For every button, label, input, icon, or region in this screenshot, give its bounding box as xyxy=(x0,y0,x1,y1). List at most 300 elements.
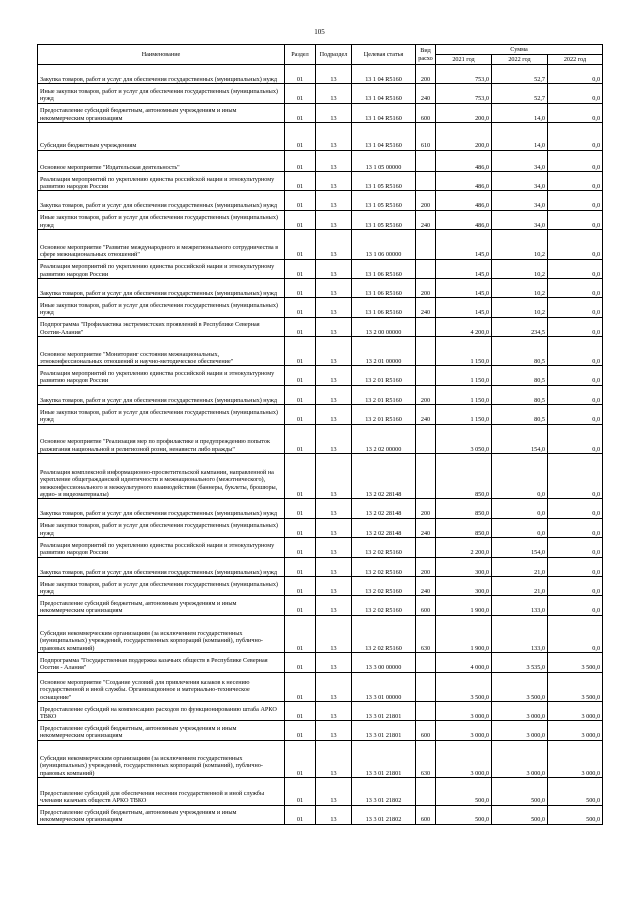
row-sum-year-1: 200,0 xyxy=(436,103,492,122)
row-sum-year-3: 0,0 xyxy=(548,65,603,84)
row-sum-year-1: 3 050,0 xyxy=(436,424,492,453)
row-sum-year-1: 3 000,0 xyxy=(436,721,492,740)
row-article: 13 2 02 28148 xyxy=(352,499,416,518)
row-subsection: 13 xyxy=(316,778,352,805)
row-sum-year-2: 14,0 xyxy=(492,103,548,122)
row-section: 01 xyxy=(285,278,316,297)
row-article: 13 2 01 R5160 xyxy=(352,385,416,404)
table-row xyxy=(38,805,603,824)
row-subsection: 13 xyxy=(316,171,352,190)
row-sum-year-3: 0,0 xyxy=(548,499,603,518)
row-expense-type xyxy=(416,653,436,672)
row-expense-type xyxy=(416,454,436,499)
row-name: Иные закупки товаров, работ и услуг для обеспечения государственных (муниципальных) нужд xyxy=(38,84,285,103)
header-row xyxy=(38,45,603,55)
header-expense-type: Вид расхо xyxy=(416,45,436,65)
row-sum-year-1: 300,0 xyxy=(436,576,492,595)
row-expense-type: 600 xyxy=(416,721,436,740)
row-expense-type: 240 xyxy=(416,84,436,103)
row-sum-year-2: 10,2 xyxy=(492,230,548,259)
row-sum-year-1: 486,0 xyxy=(436,171,492,190)
table-row xyxy=(38,538,603,557)
row-name: Субсидии некоммерческим организациям (за исключением государственных (муниципальных) учреждений, государственных корпораций (компаний), публично-правовых компаний) xyxy=(38,740,285,777)
row-sum-year-2: 80,5 xyxy=(492,337,548,366)
table-row xyxy=(38,701,603,720)
table-row xyxy=(38,123,603,150)
row-section: 01 xyxy=(285,615,316,652)
row-sum-year-2: 34,0 xyxy=(492,171,548,190)
row-sum-year-1: 1 150,0 xyxy=(436,337,492,366)
table-row xyxy=(38,230,603,259)
row-expense-type: 200 xyxy=(416,385,436,404)
table-row xyxy=(38,191,603,210)
row-article: 13 3 01 21802 xyxy=(352,805,416,824)
table-row xyxy=(38,317,603,336)
row-section: 01 xyxy=(285,123,316,150)
row-sum-year-2: 21,0 xyxy=(492,557,548,576)
row-name: Предоставление субсидий на компенсацию расходов по функционированию штаба АРКО ТВКО xyxy=(38,701,285,720)
table-row xyxy=(38,65,603,84)
row-name: Реализация мероприятий по укреплению единства российской нации и этнокультурному развитию народов России xyxy=(38,538,285,557)
table-row xyxy=(38,150,603,171)
row-sum-year-2: 14,0 xyxy=(492,123,548,150)
row-article: 13 3 01 21801 xyxy=(352,721,416,740)
row-article: 13 1 04 R5160 xyxy=(352,103,416,122)
row-sum-year-2: 0,0 xyxy=(492,454,548,499)
row-sum-year-1: 1 900,0 xyxy=(436,596,492,615)
table-row xyxy=(38,576,603,595)
table-row xyxy=(38,672,603,701)
table-row xyxy=(38,405,603,424)
row-sum-year-2: 3 000,0 xyxy=(492,740,548,777)
row-subsection: 13 xyxy=(316,405,352,424)
table-row xyxy=(38,366,603,385)
row-sum-year-3: 0,0 xyxy=(548,337,603,366)
row-expense-type xyxy=(416,317,436,336)
row-sum-year-3: 3 500,0 xyxy=(548,653,603,672)
row-sum-year-1: 4 200,0 xyxy=(436,317,492,336)
row-sum-year-1: 500,0 xyxy=(436,805,492,824)
row-expense-type xyxy=(416,672,436,701)
row-sum-year-1: 486,0 xyxy=(436,150,492,171)
row-name: Закупка товаров, работ и услуг для обеспечения государственных (муниципальных) нужд xyxy=(38,191,285,210)
row-subsection: 13 xyxy=(316,518,352,537)
row-article: 13 2 02 R5160 xyxy=(352,615,416,652)
row-subsection: 13 xyxy=(316,805,352,824)
row-subsection: 13 xyxy=(316,499,352,518)
row-sum-year-2: 0,0 xyxy=(492,499,548,518)
row-sum-year-2: 3 535,0 xyxy=(492,653,548,672)
table-body xyxy=(38,65,603,825)
row-expense-type: 200 xyxy=(416,499,436,518)
row-subsection: 13 xyxy=(316,721,352,740)
row-expense-type xyxy=(416,424,436,453)
row-sum-year-1: 753,0 xyxy=(436,84,492,103)
row-article: 13 3 01 21801 xyxy=(352,740,416,777)
row-name: Субсидии бюджетным учреждениям xyxy=(38,123,285,150)
row-sum-year-1: 3 500,0 xyxy=(436,672,492,701)
row-article: 13 2 01 00000 xyxy=(352,337,416,366)
row-name: Закупка товаров, работ и услуг для обеспечения государственных (муниципальных) нужд xyxy=(38,499,285,518)
row-expense-type: 240 xyxy=(416,298,436,317)
row-article: 13 3 00 00000 xyxy=(352,653,416,672)
row-name: Подпрограмма "Государственная поддержка казачьих обществ в Республике Северная Осетия - Алания" xyxy=(38,653,285,672)
row-expense-type: 200 xyxy=(416,65,436,84)
table-row xyxy=(38,499,603,518)
row-section: 01 xyxy=(285,701,316,720)
row-sum-year-1: 145,0 xyxy=(436,298,492,317)
row-sum-year-1: 486,0 xyxy=(436,191,492,210)
row-expense-type xyxy=(416,366,436,385)
row-name: Иные закупки товаров, работ и услуг для обеспечения государственных (муниципальных) нужд xyxy=(38,518,285,537)
row-subsection: 13 xyxy=(316,596,352,615)
row-sum-year-2: 154,0 xyxy=(492,538,548,557)
row-article: 13 3 01 21801 xyxy=(352,701,416,720)
row-subsection: 13 xyxy=(316,366,352,385)
row-name: Иные закупки товаров, работ и услуг для обеспечения государственных (муниципальных) нужд xyxy=(38,405,285,424)
row-sum-year-3: 3 500,0 xyxy=(548,672,603,701)
row-section: 01 xyxy=(285,191,316,210)
row-subsection: 13 xyxy=(316,150,352,171)
row-sum-year-3: 0,0 xyxy=(548,150,603,171)
row-article: 13 1 04 R5160 xyxy=(352,84,416,103)
row-sum-year-2: 80,5 xyxy=(492,385,548,404)
row-section: 01 xyxy=(285,317,316,336)
row-subsection: 13 xyxy=(316,454,352,499)
row-expense-type xyxy=(416,171,436,190)
row-expense-type: 240 xyxy=(416,405,436,424)
row-article: 13 1 06 R5160 xyxy=(352,259,416,278)
row-section: 01 xyxy=(285,721,316,740)
row-section: 01 xyxy=(285,230,316,259)
row-name: Предоставление субсидий бюджетным, автономным учреждениям и иным некоммерческим организациям xyxy=(38,103,285,122)
row-subsection: 13 xyxy=(316,337,352,366)
row-expense-type xyxy=(416,259,436,278)
row-subsection: 13 xyxy=(316,740,352,777)
row-article: 13 2 02 R5160 xyxy=(352,538,416,557)
row-sum-year-3: 3 000,0 xyxy=(548,740,603,777)
row-sum-year-1: 2 200,0 xyxy=(436,538,492,557)
table-row xyxy=(38,385,603,404)
row-name: Предоставление субсидий бюджетным, автономным учреждениям и иным некоммерческим организациям xyxy=(38,596,285,615)
row-subsection: 13 xyxy=(316,210,352,229)
row-section: 01 xyxy=(285,171,316,190)
row-name: Иные закупки товаров, работ и услуг для обеспечения государственных (муниципальных) нужд xyxy=(38,210,285,229)
row-section: 01 xyxy=(285,405,316,424)
row-expense-type: 630 xyxy=(416,615,436,652)
row-subsection: 13 xyxy=(316,424,352,453)
row-subsection: 13 xyxy=(316,65,352,84)
table-row xyxy=(38,615,603,652)
row-article: 13 1 05 R5160 xyxy=(352,210,416,229)
table-row xyxy=(38,778,603,805)
table-row xyxy=(38,171,603,190)
row-sum-year-3: 0,0 xyxy=(548,259,603,278)
row-name: Закупка товаров, работ и услуг для обеспечения государственных (муниципальных) нужд xyxy=(38,65,285,84)
row-subsection: 13 xyxy=(316,557,352,576)
row-expense-type: 610 xyxy=(416,123,436,150)
page-number: 105 xyxy=(314,28,325,36)
row-expense-type: 600 xyxy=(416,596,436,615)
row-subsection: 13 xyxy=(316,103,352,122)
row-article: 13 1 05 R5160 xyxy=(352,191,416,210)
row-sum-year-3: 0,0 xyxy=(548,278,603,297)
table-row xyxy=(38,596,603,615)
row-subsection: 13 xyxy=(316,317,352,336)
row-name: Закупка товаров, работ и услуг для обеспечения государственных (муниципальных) нужд xyxy=(38,385,285,404)
row-sum-year-1: 850,0 xyxy=(436,518,492,537)
row-section: 01 xyxy=(285,499,316,518)
row-article: 13 2 02 00000 xyxy=(352,424,416,453)
row-name: Реализация мероприятий по укреплению единства российской нации и этнокультурному развитию народов России xyxy=(38,366,285,385)
row-subsection: 13 xyxy=(316,672,352,701)
row-name: Основное мероприятие "Реализация мер по профилактике и предупреждению попыток разжигания национальной и религиозной розни, ненависти либо вражды" xyxy=(38,424,285,453)
row-section: 01 xyxy=(285,337,316,366)
row-subsection: 13 xyxy=(316,385,352,404)
row-section: 01 xyxy=(285,103,316,122)
row-subsection: 13 xyxy=(316,615,352,652)
row-expense-type: 600 xyxy=(416,805,436,824)
table-row xyxy=(38,210,603,229)
row-sum-year-1: 145,0 xyxy=(436,230,492,259)
row-sum-year-3: 3 000,0 xyxy=(548,721,603,740)
row-subsection: 13 xyxy=(316,191,352,210)
row-name: Предоставление субсидий бюджетным, автономным учреждениям и иным некоммерческим организациям xyxy=(38,721,285,740)
row-expense-type: 240 xyxy=(416,210,436,229)
row-section: 01 xyxy=(285,84,316,103)
table-row xyxy=(38,103,603,122)
row-sum-year-3: 500,0 xyxy=(548,778,603,805)
row-name: Субсидии некоммерческим организациям (за исключением государственных (муниципальных) учреждений, государственных корпораций (компаний), публично-правовых компаний) xyxy=(38,615,285,652)
row-sum-year-2: 10,2 xyxy=(492,259,548,278)
row-name: Иные закупки товаров, работ и услуг для обеспечения государственных (муниципальных) нужд xyxy=(38,298,285,317)
row-sum-year-2: 133,0 xyxy=(492,615,548,652)
row-expense-type: 200 xyxy=(416,557,436,576)
row-section: 01 xyxy=(285,672,316,701)
row-sum-year-2: 234,5 xyxy=(492,317,548,336)
row-expense-type: 240 xyxy=(416,518,436,537)
row-article: 13 1 04 R5160 xyxy=(352,65,416,84)
row-sum-year-2: 154,0 xyxy=(492,424,548,453)
header-year-2: 2022 год xyxy=(492,55,548,65)
header-article: Целевая статья xyxy=(352,45,416,65)
row-sum-year-2: 3 000,0 xyxy=(492,721,548,740)
row-sum-year-1: 850,0 xyxy=(436,499,492,518)
header-name: Наименование xyxy=(38,45,285,65)
row-article: 13 1 06 00000 xyxy=(352,230,416,259)
row-sum-year-3: 0,0 xyxy=(548,615,603,652)
row-sum-year-2: 0,0 xyxy=(492,518,548,537)
row-expense-type xyxy=(416,337,436,366)
table-row xyxy=(38,337,603,366)
row-section: 01 xyxy=(285,150,316,171)
table-row xyxy=(38,721,603,740)
row-sum-year-3: 0,0 xyxy=(548,103,603,122)
row-sum-year-1: 200,0 xyxy=(436,123,492,150)
row-sum-year-1: 1 900,0 xyxy=(436,615,492,652)
header-subsection: Подраздел xyxy=(316,45,352,65)
header-year-3: 2022 год xyxy=(548,55,603,65)
row-subsection: 13 xyxy=(316,576,352,595)
table-row xyxy=(38,424,603,453)
row-sum-year-3: 0,0 xyxy=(548,84,603,103)
row-sum-year-2: 34,0 xyxy=(492,150,548,171)
row-expense-type: 630 xyxy=(416,740,436,777)
row-section: 01 xyxy=(285,65,316,84)
row-article: 13 2 00 00000 xyxy=(352,317,416,336)
row-section: 01 xyxy=(285,518,316,537)
row-section: 01 xyxy=(285,653,316,672)
row-subsection: 13 xyxy=(316,701,352,720)
row-subsection: 13 xyxy=(316,298,352,317)
row-name: Реализация комплексной информационно-просветительской кампании, направленной на укрепление общегражданской идентичности и межнационального (межэтнического), межконфессионального и межкультурного взаимодействия (баннеры, буклеты, брошюры, аудио- и видеоматериалы) xyxy=(38,454,285,499)
row-sum-year-3: 0,0 xyxy=(548,596,603,615)
row-sum-year-2: 34,0 xyxy=(492,210,548,229)
header-sum: Сумма xyxy=(436,45,603,55)
budget-table xyxy=(37,44,603,825)
row-sum-year-3: 0,0 xyxy=(548,230,603,259)
row-section: 01 xyxy=(285,557,316,576)
row-name: Закупка товаров, работ и услуг для обеспечения государственных (муниципальных) нужд xyxy=(38,278,285,297)
row-expense-type xyxy=(416,778,436,805)
table-row xyxy=(38,653,603,672)
row-sum-year-1: 3 000,0 xyxy=(436,740,492,777)
row-expense-type xyxy=(416,230,436,259)
row-expense-type xyxy=(416,150,436,171)
row-subsection: 13 xyxy=(316,259,352,278)
row-sum-year-2: 3 500,0 xyxy=(492,672,548,701)
row-sum-year-3: 0,0 xyxy=(548,366,603,385)
table-row xyxy=(38,278,603,297)
row-sum-year-2: 21,0 xyxy=(492,576,548,595)
table-row xyxy=(38,298,603,317)
row-sum-year-1: 1 150,0 xyxy=(436,385,492,404)
row-article: 13 2 02 R5160 xyxy=(352,576,416,595)
row-sum-year-3: 0,0 xyxy=(548,424,603,453)
row-subsection: 13 xyxy=(316,230,352,259)
row-subsection: 13 xyxy=(316,84,352,103)
row-sum-year-3: 0,0 xyxy=(548,123,603,150)
row-subsection: 13 xyxy=(316,123,352,150)
row-article: 13 3 01 21802 xyxy=(352,778,416,805)
row-section: 01 xyxy=(285,259,316,278)
row-sum-year-3: 500,0 xyxy=(548,805,603,824)
row-name: Подпрограмма "Профилактика экстремистских проявлений в Республике Северная Осетия-Алания" xyxy=(38,317,285,336)
row-sum-year-1: 145,0 xyxy=(436,278,492,297)
row-sum-year-1: 4 000,0 xyxy=(436,653,492,672)
row-name: Предоставление субсидий для обеспечения несения государственной и иной службы членами казачьих обществ АРКО ТВКО xyxy=(38,778,285,805)
row-sum-year-3: 0,0 xyxy=(548,518,603,537)
table-row xyxy=(38,557,603,576)
row-sum-year-2: 10,2 xyxy=(492,278,548,297)
row-sum-year-1: 753,0 xyxy=(436,65,492,84)
row-article: 13 1 05 R5160 xyxy=(352,171,416,190)
row-sum-year-2: 500,0 xyxy=(492,805,548,824)
row-sum-year-3: 0,0 xyxy=(548,405,603,424)
row-expense-type: 200 xyxy=(416,191,436,210)
row-sum-year-3: 0,0 xyxy=(548,171,603,190)
row-sum-year-3: 0,0 xyxy=(548,557,603,576)
row-article: 13 2 02 R5160 xyxy=(352,557,416,576)
row-sum-year-1: 1 150,0 xyxy=(436,405,492,424)
table-row xyxy=(38,454,603,499)
row-sum-year-3: 0,0 xyxy=(548,317,603,336)
row-name: Закупка товаров, работ и услуг для обеспечения государственных (муниципальных) нужд xyxy=(38,557,285,576)
row-name: Основное мероприятие "Создание условий для привлечения казаков к несению государственной и иной службы. Организационное и материально-техническое оснащение" xyxy=(38,672,285,701)
row-name: Реализация мероприятий по укреплению единства российской нации и этнокультурному развитию народов России xyxy=(38,171,285,190)
row-sum-year-3: 0,0 xyxy=(548,385,603,404)
row-sum-year-3: 0,0 xyxy=(548,210,603,229)
row-name: Основное мероприятие "Мониторинг состояния межнациональных, этноконфессиональных отношений и научно-методическое обеспечение" xyxy=(38,337,285,366)
row-section: 01 xyxy=(285,366,316,385)
row-article: 13 2 01 R5160 xyxy=(352,405,416,424)
table-row xyxy=(38,84,603,103)
row-section: 01 xyxy=(285,778,316,805)
row-sum-year-2: 34,0 xyxy=(492,191,548,210)
row-expense-type xyxy=(416,701,436,720)
row-sum-year-3: 0,0 xyxy=(548,191,603,210)
row-sum-year-1: 850,0 xyxy=(436,454,492,499)
row-sum-year-1: 486,0 xyxy=(436,210,492,229)
row-section: 01 xyxy=(285,298,316,317)
row-sum-year-2: 500,0 xyxy=(492,778,548,805)
table-row xyxy=(38,518,603,537)
row-subsection: 13 xyxy=(316,278,352,297)
row-article: 13 2 02 28148 xyxy=(352,454,416,499)
row-sum-year-2: 80,5 xyxy=(492,405,548,424)
table-row xyxy=(38,740,603,777)
table-row xyxy=(38,259,603,278)
row-section: 01 xyxy=(285,576,316,595)
header-section: Раздел xyxy=(285,45,316,65)
row-section: 01 xyxy=(285,805,316,824)
row-section: 01 xyxy=(285,385,316,404)
row-article: 13 3 01 00000 xyxy=(352,672,416,701)
row-section: 01 xyxy=(285,454,316,499)
row-article: 13 2 01 R5160 xyxy=(352,366,416,385)
row-name: Основное мероприятие "Издательская деятельность" xyxy=(38,150,285,171)
row-sum-year-3: 0,0 xyxy=(548,454,603,499)
row-sum-year-3: 3 000,0 xyxy=(548,701,603,720)
row-article: 13 1 04 R5160 xyxy=(352,123,416,150)
row-sum-year-3: 0,0 xyxy=(548,538,603,557)
row-article: 13 1 06 R5160 xyxy=(352,278,416,297)
row-section: 01 xyxy=(285,210,316,229)
row-sum-year-2: 52,7 xyxy=(492,84,548,103)
row-section: 01 xyxy=(285,740,316,777)
row-name: Предоставление субсидий бюджетным, автономным учреждениям и иным некоммерческим организациям xyxy=(38,805,285,824)
row-sum-year-1: 1 150,0 xyxy=(436,366,492,385)
row-sum-year-3: 0,0 xyxy=(548,576,603,595)
row-sum-year-2: 80,5 xyxy=(492,366,548,385)
row-name: Реализация мероприятий по укреплению единства российской нации и этнокультурному развитию народов России xyxy=(38,259,285,278)
row-section: 01 xyxy=(285,596,316,615)
row-section: 01 xyxy=(285,424,316,453)
row-expense-type: 600 xyxy=(416,103,436,122)
row-expense-type xyxy=(416,538,436,557)
row-expense-type: 240 xyxy=(416,576,436,595)
row-subsection: 13 xyxy=(316,653,352,672)
row-sum-year-1: 3 000,0 xyxy=(436,701,492,720)
header-year-1: 2021 год xyxy=(436,55,492,65)
row-subsection: 13 xyxy=(316,538,352,557)
row-article: 13 1 06 R5160 xyxy=(352,298,416,317)
row-article: 13 1 05 00000 xyxy=(352,150,416,171)
row-expense-type: 200 xyxy=(416,278,436,297)
row-name: Основное мероприятие "Развитие международного и межрегионального сотрудничества в сфере межнациональных отношений" xyxy=(38,230,285,259)
row-sum-year-2: 52,7 xyxy=(492,65,548,84)
row-section: 01 xyxy=(285,538,316,557)
